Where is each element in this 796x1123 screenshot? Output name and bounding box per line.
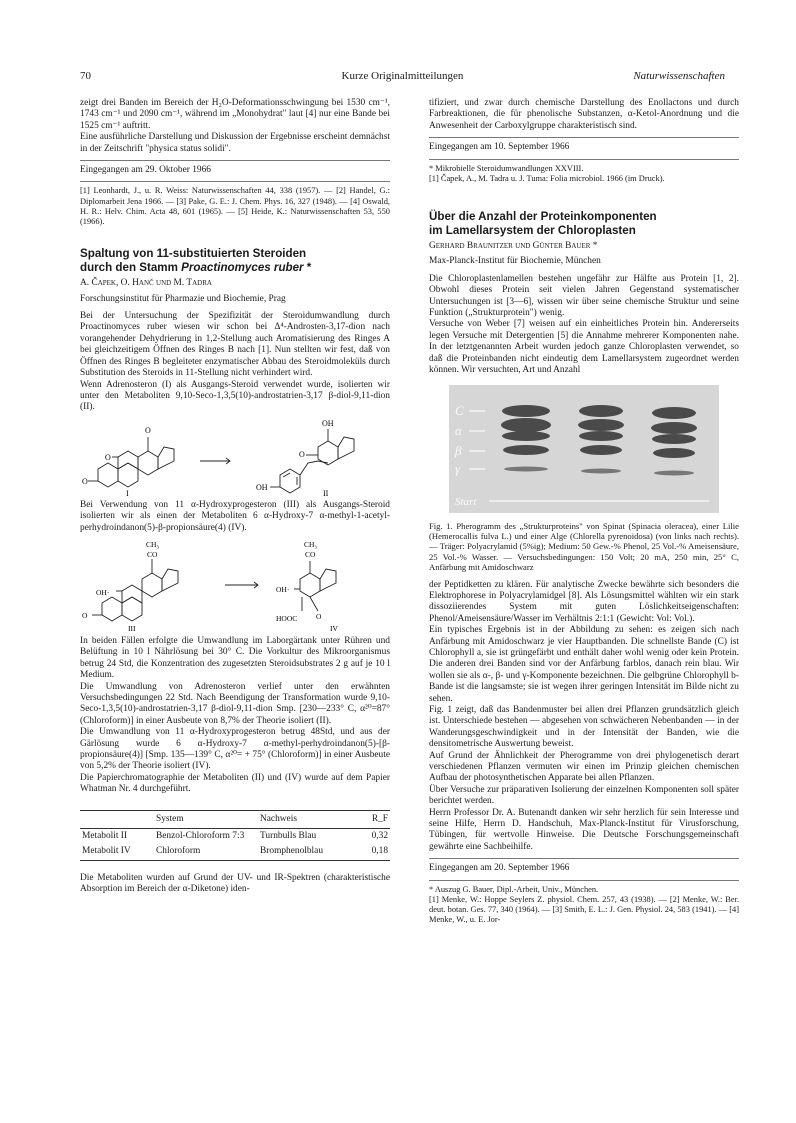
table-cell: Metabolit II (82, 831, 128, 842)
intro-paragraph: zeigt drei Banden im Bereich der H₂O-Deformationsschwingung bei 1530 cm⁻¹, 1743 cm⁻¹ und 2090 cm⁻¹, während im „Monohydrat" laut [4] nur eine Bande bei 1525 cm⁻¹ auftritt. (80, 98, 390, 131)
gel-band (654, 470, 694, 475)
compound-label: IV (330, 623, 338, 633)
table-cell: 0,18 (357, 844, 390, 860)
pherogram-figure (429, 385, 739, 515)
figure-caption: Fig. 1. Pherogramm des „Strukturproteins" von Spinat (Spinacia oleracea), einer Lilie (Hemerocallis fulva L.) und einer Alge (Chlorella pyrenoidosa) (von links nach rechts). — Träger: Polyacrylamid (5%ig); Medium: 50 Gew.-% Phenol, 25 Vol.-% Ameisensäure, 25 Vol.-% Wasser. — Versuchsbedingungen: 150 Volt; 20 mA, 250 min, 25° C, Anfärbung mit Amidoschwarz (429, 520, 739, 573)
start-label: Start (455, 495, 477, 508)
atom-label: O (82, 610, 88, 620)
body-paragraph: Fig. 1 zeigt, daß das Bandenmuster bei allen drei Pflanzen grundsätzlich gleich ist. Unterschiede bestehen — abgesehen von schwächeren Nebenbanden — in der Wanderungsgeschwindigkeit und in der Intensität der Banden, wie die densitometrische Auswertung beweist. (429, 705, 739, 750)
title-line: Spaltung von 11-substituierten Steroiden (80, 247, 307, 261)
body-paragraph: Versuche von Weber [7] weisen auf ein einheitliches Protein hin. Andererseits legen Versuche mit Detergentien [5] die Annahme mehrerer Komponenten nahe. In der letztgenannten Arbeit wurden jedoch ganze Chloroplasten verwendet, so daß die Proteinbanden nicht eindeutig dem Lamellarsystem zugeordnet werden können. Wir versuchten, Art und Anzahl (429, 319, 739, 376)
atom-label: CH₃ (304, 539, 318, 549)
table-cell: Benzol-Chloroform 7:3 (156, 831, 245, 842)
atom-label: HOOC (276, 613, 298, 623)
band-label-c: C (455, 402, 464, 418)
gel-band (579, 405, 623, 417)
band-label-beta: β (455, 442, 462, 458)
acknowledgement: Herrn Professor Dr. A. Butenandt danken wir sehr herzlich für sein Interesse und seine Hilfe, Herrn D. Handschuh, Max-Planck-Institut für Virusforschung, Tübingen, für wertvolle Hinweise. Die Deutsche Forschungsgemeinschaft gewährte eine Sachbeihilfe. (429, 807, 739, 852)
institute: Max-Planck-Institut für Biochemie, München (429, 256, 601, 267)
right-column (429, 98, 739, 926)
atom-label: OH· (96, 587, 110, 597)
references: [1] Leonhardt, J., u. R. Weiss: Naturwissenschaften 44, 338 (1957). — [2] Handel, G.: Diplomarbeit Jena 1966. — [3] Pake, G. E.: J. Chem. Phys. 16, 327 (1948). — [4] Oswald, H. R.: Helv. Chim. Acta 48, 601 (1965). — [5] Heide, K.: Naturwissenschaften 53, 550 (1966). (80, 186, 390, 227)
references: [1] Menke, W.: Hoppe Seylers Z. physiol. Chem. 257, 43 (1938). — [2] Menke, W.: Ber. deut. botan. Ges. 77, 340 (1964). — [3] Smith, E. L.: J. Gen. Physiol. 24, 583 (1941). — [4] Menke, W., u. E. Jor- (429, 894, 739, 925)
atom-label: CO (305, 549, 316, 559)
compound-label: I (126, 488, 129, 497)
divider (80, 181, 390, 182)
references: [1] Čapek, A., M. Tadra u. J. Tuma: Folia microbiol. 1966 (im Druck). (429, 173, 665, 183)
gel-band (652, 407, 696, 419)
atom-label: O (82, 476, 88, 486)
atom-label: O (145, 425, 151, 435)
gel-band (578, 419, 624, 431)
band-label-gamma: γ (455, 460, 461, 476)
body-paragraph: Bei der Untersuchung der Spezifizität der Steroidumwandlung durch Proactinomyces ruber wiesen wir schon bei Δ⁴-Androsten-3,17-dion nach vorangehender Dehydrierung in 1,2-Stellung auch Aromatisierung des Ringes A bei gleichzeitigem Öffnen des Ringes B nach [1]. Nun stellten wir fest, daß von Öffnen des Ringes B begleiteter enzymatischer Abbau des Steroidmoleküls durch Substitution des Steroids in 11-Stellung nicht verhindert wird. (80, 311, 390, 379)
table-header-row (80, 810, 390, 828)
page-number: 70 (80, 70, 91, 82)
body-paragraph: Ein typisches Ergebnis ist in der Abbildung zu sehen: es zeigen sich nach Anfärbung mit Amidoschwarz je vier Hauptbanden. Die schnellste Bande (C) ist Chlorophyll a, sie ist grüngefärbt und enthält daher wohl wenig oder kein Protein. Die anderen drei Banden sind vor der Anfärbung farblos, danach rein blau. Wir wollen sie als α-, β- und γ-Komponente bezeichnen. Die gelbgrüne Chlorophyll b-Bande ist die langsamste; sie ist wegen ihrer geringen Intensität im Bilde nicht zu sehen. (429, 625, 739, 704)
received-date: Eingegangen am 29. Oktober 1966 (80, 165, 211, 176)
table-header: Nachweis (258, 810, 357, 828)
gel-band (580, 445, 622, 455)
atom-label: O (299, 449, 305, 459)
divider (80, 160, 390, 161)
received-date: Eingegangen am 20. September 1966 (429, 863, 570, 874)
gel-band (651, 422, 697, 434)
compound-label: III (128, 623, 136, 633)
table-header: R_F (357, 810, 390, 828)
gel-band (502, 405, 550, 417)
organism-name: Proactinomyces ruber (181, 260, 304, 274)
divider (429, 159, 739, 160)
table-header: System (154, 810, 258, 828)
gel-band (504, 466, 548, 471)
atom-label: OH (322, 418, 334, 428)
atom-label: O (316, 611, 322, 621)
title-line: durch den Stamm (80, 260, 182, 274)
chromatography-table (80, 810, 390, 861)
gel-band (653, 448, 695, 458)
article-title (80, 247, 390, 274)
table-row (80, 844, 390, 860)
body-paragraph: Die Papierchromatographie der Metaboliten (II) und (IV) wurde auf dem Papier Whatman Nr. 4 durchgeführt. (80, 772, 390, 795)
table-cell: Bromphenolblau (258, 844, 357, 860)
gel-band (503, 445, 549, 455)
band-label-alpha: α (455, 422, 462, 438)
body-paragraph: Die Chloroplastenlamellen bestehen ungefähr zur Hälfte aus Protein [1, 2]. Obwohl dieses Protein seit vielen Jahren Gegenstand systematischer Untersuchungen ist [3—6], wissen wir über seine chemische Struktur und seine Funktion („Strukturprotein") wenig. (429, 273, 739, 319)
journal-name: Naturwissenschaften (633, 70, 725, 82)
divider (429, 880, 739, 881)
atom-label: O (105, 452, 111, 462)
title-line: Über die Anzahl der Proteinkomponenten (429, 210, 657, 224)
divider (429, 137, 739, 138)
footnote: * Auszug G. Bauer, Dipl.-Arbeit, Univ., München. (429, 884, 599, 894)
section-title: Kurze Originalmitteilungen (341, 70, 464, 82)
article-title (429, 210, 739, 237)
authors: Gerhard Braunitzer und Günter Bauer * (429, 241, 598, 252)
body-paragraph: Über Versuche zur präparativen Isolierung der einzelnen Komponenten soll später berichtet werden. (429, 784, 739, 807)
table-cell: Metabolit IV (80, 844, 154, 860)
reaction-scheme-2 (80, 537, 390, 633)
body-paragraph: Wenn Adrenosteron (I) als Ausgangs-Steroid verwendet wurde, isolierten wir unter den Metaboliten 9,10-Seco-1,3,5(10)-androstatrien-3,17 β-diol-9,11-dion (II). (80, 379, 390, 413)
received-date: Eingegangen am 10. September 1966 (429, 142, 570, 153)
table-cell: Turnbulls Blau (260, 831, 317, 842)
table-cell: Chloroform (154, 844, 258, 860)
body-paragraph: In beiden Fällen erfolgte die Umwandlung im Laborgärtank unter Rühren und Belüftung in 10 l Nährlösung bei 30° C. Die Vorkultur des Mikroorganismus betrug 24 Std, die Konzentration des zugesetzten Steroidsubstrates 2 g auf je 10 l Medium. (80, 635, 390, 681)
gel-band (579, 431, 623, 441)
atom-label: OH (256, 482, 268, 492)
body-paragraph: der Peptidketten zu klären. Für analytische Zwecke bewährte sich besonders die Elektrophorese in Polyacrylamidgel [8]. Als Lösungsmittel wählten wir ein stark dissoziierendes System mit guten Löslichkeitseigenschaften: Phenol/Ameisensäure/Wasser im Verhältnis 2:1:1 (Gewicht: Vol: Vol.). (429, 579, 739, 624)
table-header (80, 810, 154, 828)
footnote-marker: * (303, 260, 312, 274)
body-paragraph: tifiziert, und zwar durch chemische Darstellung des Enollactons und durch Farbreaktionen, die für phenolische Substanzen, α-Ketol-Anordnung und die Anwesenheit der Carboxylgruppe charakteristisch sind. (429, 98, 739, 131)
gel-band (581, 468, 621, 473)
left-column (80, 98, 390, 896)
gel-band (502, 431, 550, 441)
atom-label: CO (147, 549, 158, 559)
atom-label: OH· (276, 584, 290, 594)
divider (429, 858, 739, 859)
body-paragraph: Die Umwandlung von 11 α-Hydroxyprogesteron betrug 48Std, und aus der Gärlösung wurde 6 α-Hydroxy-7 α-methyl-perhydroindanon(5)-[β-propionsäure(4)] [Smp. 135—139° C, α²⁰= + 75° (Chloroform)] in einer Ausbeute von 5,2% der Theorie isoliert (IV). (80, 727, 390, 772)
body-paragraph: Bei Verwendung von 11 α-Hydroxyprogesteron (III) als Ausgangs-Steroid isolierten wir als einen der Metaboliten 6 α-Hydroxy-7 α-methyl-1-acetyl-perhydroindanon(5)-β-propionsäure(4) (IV). (80, 499, 390, 533)
body-paragraph: Die Umwandlung von Adrenosteron verlief unter den erwähnten Versuchsbedingungen 22 Std. Nach Beendigung der Transformation wurde 9,10-Seco-1,3,5(10)-androstatrien-3,17 β-diol-9,11-dion Smp. [230—233° C, α²⁰=87° (Chloroform)] in einer Ausbeute von 8,7% der Theorie isoliert (II). (80, 681, 390, 726)
reaction-scheme-1 (80, 417, 390, 497)
gel-band (652, 434, 696, 444)
compound-label: II (323, 488, 329, 497)
authors: A. Čapek, O. Hanč und M. Tadra (80, 278, 212, 289)
table-row (80, 829, 390, 845)
title-line: im Lamellarsystem der Chloroplasten (429, 223, 636, 237)
intro-paragraph: Eine ausführliche Darstellung und Diskussion der Ergebnisse erscheint demnächst in der Zeitschrift "physica status solidi". (80, 132, 390, 154)
footnote: * Mikrobielle Steroidumwandlungen XXVIII. (429, 163, 584, 173)
gel-band (501, 418, 551, 432)
atom-label: CH₃ (146, 539, 160, 549)
body-paragraph: Die Metaboliten wurden auf Grund der UV- und IR-Spektren (charakteristische Absorption im Bereich der α-Diketone) iden- (80, 872, 390, 895)
institute: Forschungsinstitut für Pharmazie und Biochemie, Prag (80, 293, 286, 304)
body-paragraph: Auf Grund der Ähnlichkeit der Pherogramme von drei phylogenetisch derart verschiedenen Pflanzen vermuten wir einen im Prinzip gleichen chemischen Aufbau der photosynthetischen Apparate bei allen Pflanzen. (429, 750, 739, 784)
table-cell: 0,32 (371, 831, 388, 842)
